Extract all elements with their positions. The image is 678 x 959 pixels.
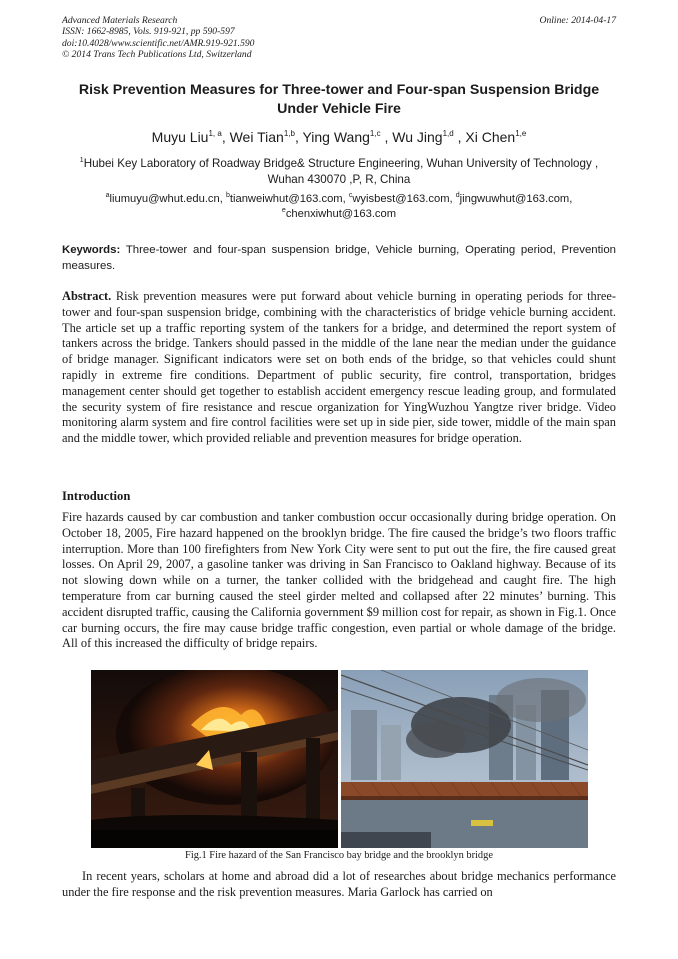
paper-title: Risk Prevention Measures for Three-tower and Four-span Suspension Bridge Under Vehicle Fire [78, 82, 600, 117]
author-list [62, 128, 616, 146]
author-sup: 1,d [442, 129, 454, 138]
abstract-block [62, 289, 616, 447]
affiliation-sup: 1 [79, 157, 84, 164]
author-separator: , [453, 129, 466, 145]
copyright-line: © 2014 Trans Tech Publications Ltd, Switzerland [62, 48, 252, 60]
brooklyn-bridge-smoke-image [341, 670, 588, 848]
issn-line: ISSN: 1662-8985, Vols. 919-921, pp 590-597 [62, 26, 235, 38]
email-list: $^a$liumuyu@whut.edu.cn, $^b$tianweiwhut@163.com, $^c$wyisbest@163.com, $^d$jingwuwhut@163.com, $^e$chenxiwhut@163.com [105, 192, 573, 220]
affiliation [62, 156, 616, 188]
journal-header [62, 15, 616, 60]
introduction-paragraph: Fire hazards caused by car combustion and tanker combustion occur occasionally during bridge operation. On October 18, 2005, Fire hazard happened on the brooklyn bridge. The fire caused the bridge’s two floors traffic interruption. More than 100 firefighters from New York City were sent to put out the fire, the fire caused great losses. On April 29, 2007, a gasoline tanker was driving in San Francisco to Oakland highway. Because of its not slowing down while on a turner, the tanker collided with the bridgehead and caught fire. The high temperature from car burning caused the steel girder melted and collapsed after 22 minutes’ burning. This accident disrupted traffic, causing the California government $9 million cost for repair, as shown in Fig.1. Once car burning occurs, the fire may cause bridge traffic congestion, even partial or whole damage of the bridge. All of this increased the difficulty of bridge repairs. [62, 510, 616, 651]
email-e[interactable]: chenxiwhut@163.com [285, 208, 397, 220]
keywords-label: Keywords: [62, 244, 121, 256]
author-sup: 1,e [515, 129, 527, 138]
journal-name: Advanced Materials Research [62, 15, 178, 26]
author-separator: , [221, 129, 230, 145]
author-name: Xi Chen [465, 129, 516, 145]
email-b[interactable]: tianweiwhut@163.com, [229, 193, 346, 205]
keywords-text: Three-tower and four-span suspension bridge, Vehicle burning, Operating period, Prevention measures. [62, 244, 616, 272]
figure-caption: Fig.1 Fire hazard of the San Francisco bay bridge and the brooklyn bridge [185, 850, 493, 861]
abstract-label: Abstract. [62, 289, 112, 303]
author-sup: 1, a [208, 129, 222, 138]
figure-right-photo [341, 670, 588, 848]
email-d[interactable]: jingwuwhut@163.com, [459, 193, 573, 205]
figure-left-photo [91, 670, 338, 848]
author-sup: 1,c [369, 129, 381, 138]
author-sup: 1,b [283, 129, 295, 138]
introduction-paragraph-2: In recent years, scholars at home and abroad did a lot of researches about bridge mechanics performance under the fire response and the risk prevention measures. Maria Garlock has carried on [62, 869, 616, 899]
email-c[interactable]: wyisbest@163.com, [352, 193, 453, 205]
introduction-heading: Introduction [62, 489, 131, 503]
author-name: Muyu Liu [151, 129, 209, 145]
author-name: Wu Jing [392, 129, 443, 145]
online-date: Online: 2014-04-17 [539, 15, 616, 26]
author-name: Ying Wang [302, 129, 370, 145]
author-separator: , [380, 129, 393, 145]
bridge-fire-night-image [91, 670, 338, 848]
author-separator: , [294, 129, 303, 145]
affiliation-text: Hubei Key Laboratory of Roadway Bridge& Structure Engineering, Wuhan University of Technology , Wuhan 430070 ,P, R, China [83, 157, 599, 186]
author-name: Wei Tian [229, 129, 284, 145]
abstract-text: Risk prevention measures were put forward about vehicle burning in operating periods for three-tower and four-span suspension bridge, combining with the characteristics of bridge vehicle burning accident. The article set up a traffic reporting system of the tankers for a bridge, and determined the report system of tankers across the bridge. Tankers should passed in the middle of the lane near the median under the guidance of bridge manager. Significant indicators were set on both ends of the bridge, so that vehicles could shunt rapidly in extreme fire conditions. Department of public security, fire control, transportation, bridges management center should get together to establish accident emergency rescue leading group, and formulated the security system of fire resistance and rescue organization for YingWuzhou Yangtze river bridge. Video monitoring alarm system and fire control facilities were set up in side pier, side tower, middle of the main span and the middle tower, which provided reliable and prevention measures for bridge operation. [62, 289, 616, 446]
email-a[interactable]: liumuyu@whut.edu.cn, [109, 193, 223, 205]
keywords-block [62, 243, 616, 274]
doi-line: doi:10.4028/www.scientific.net/AMR.919-921.590 [62, 37, 255, 49]
